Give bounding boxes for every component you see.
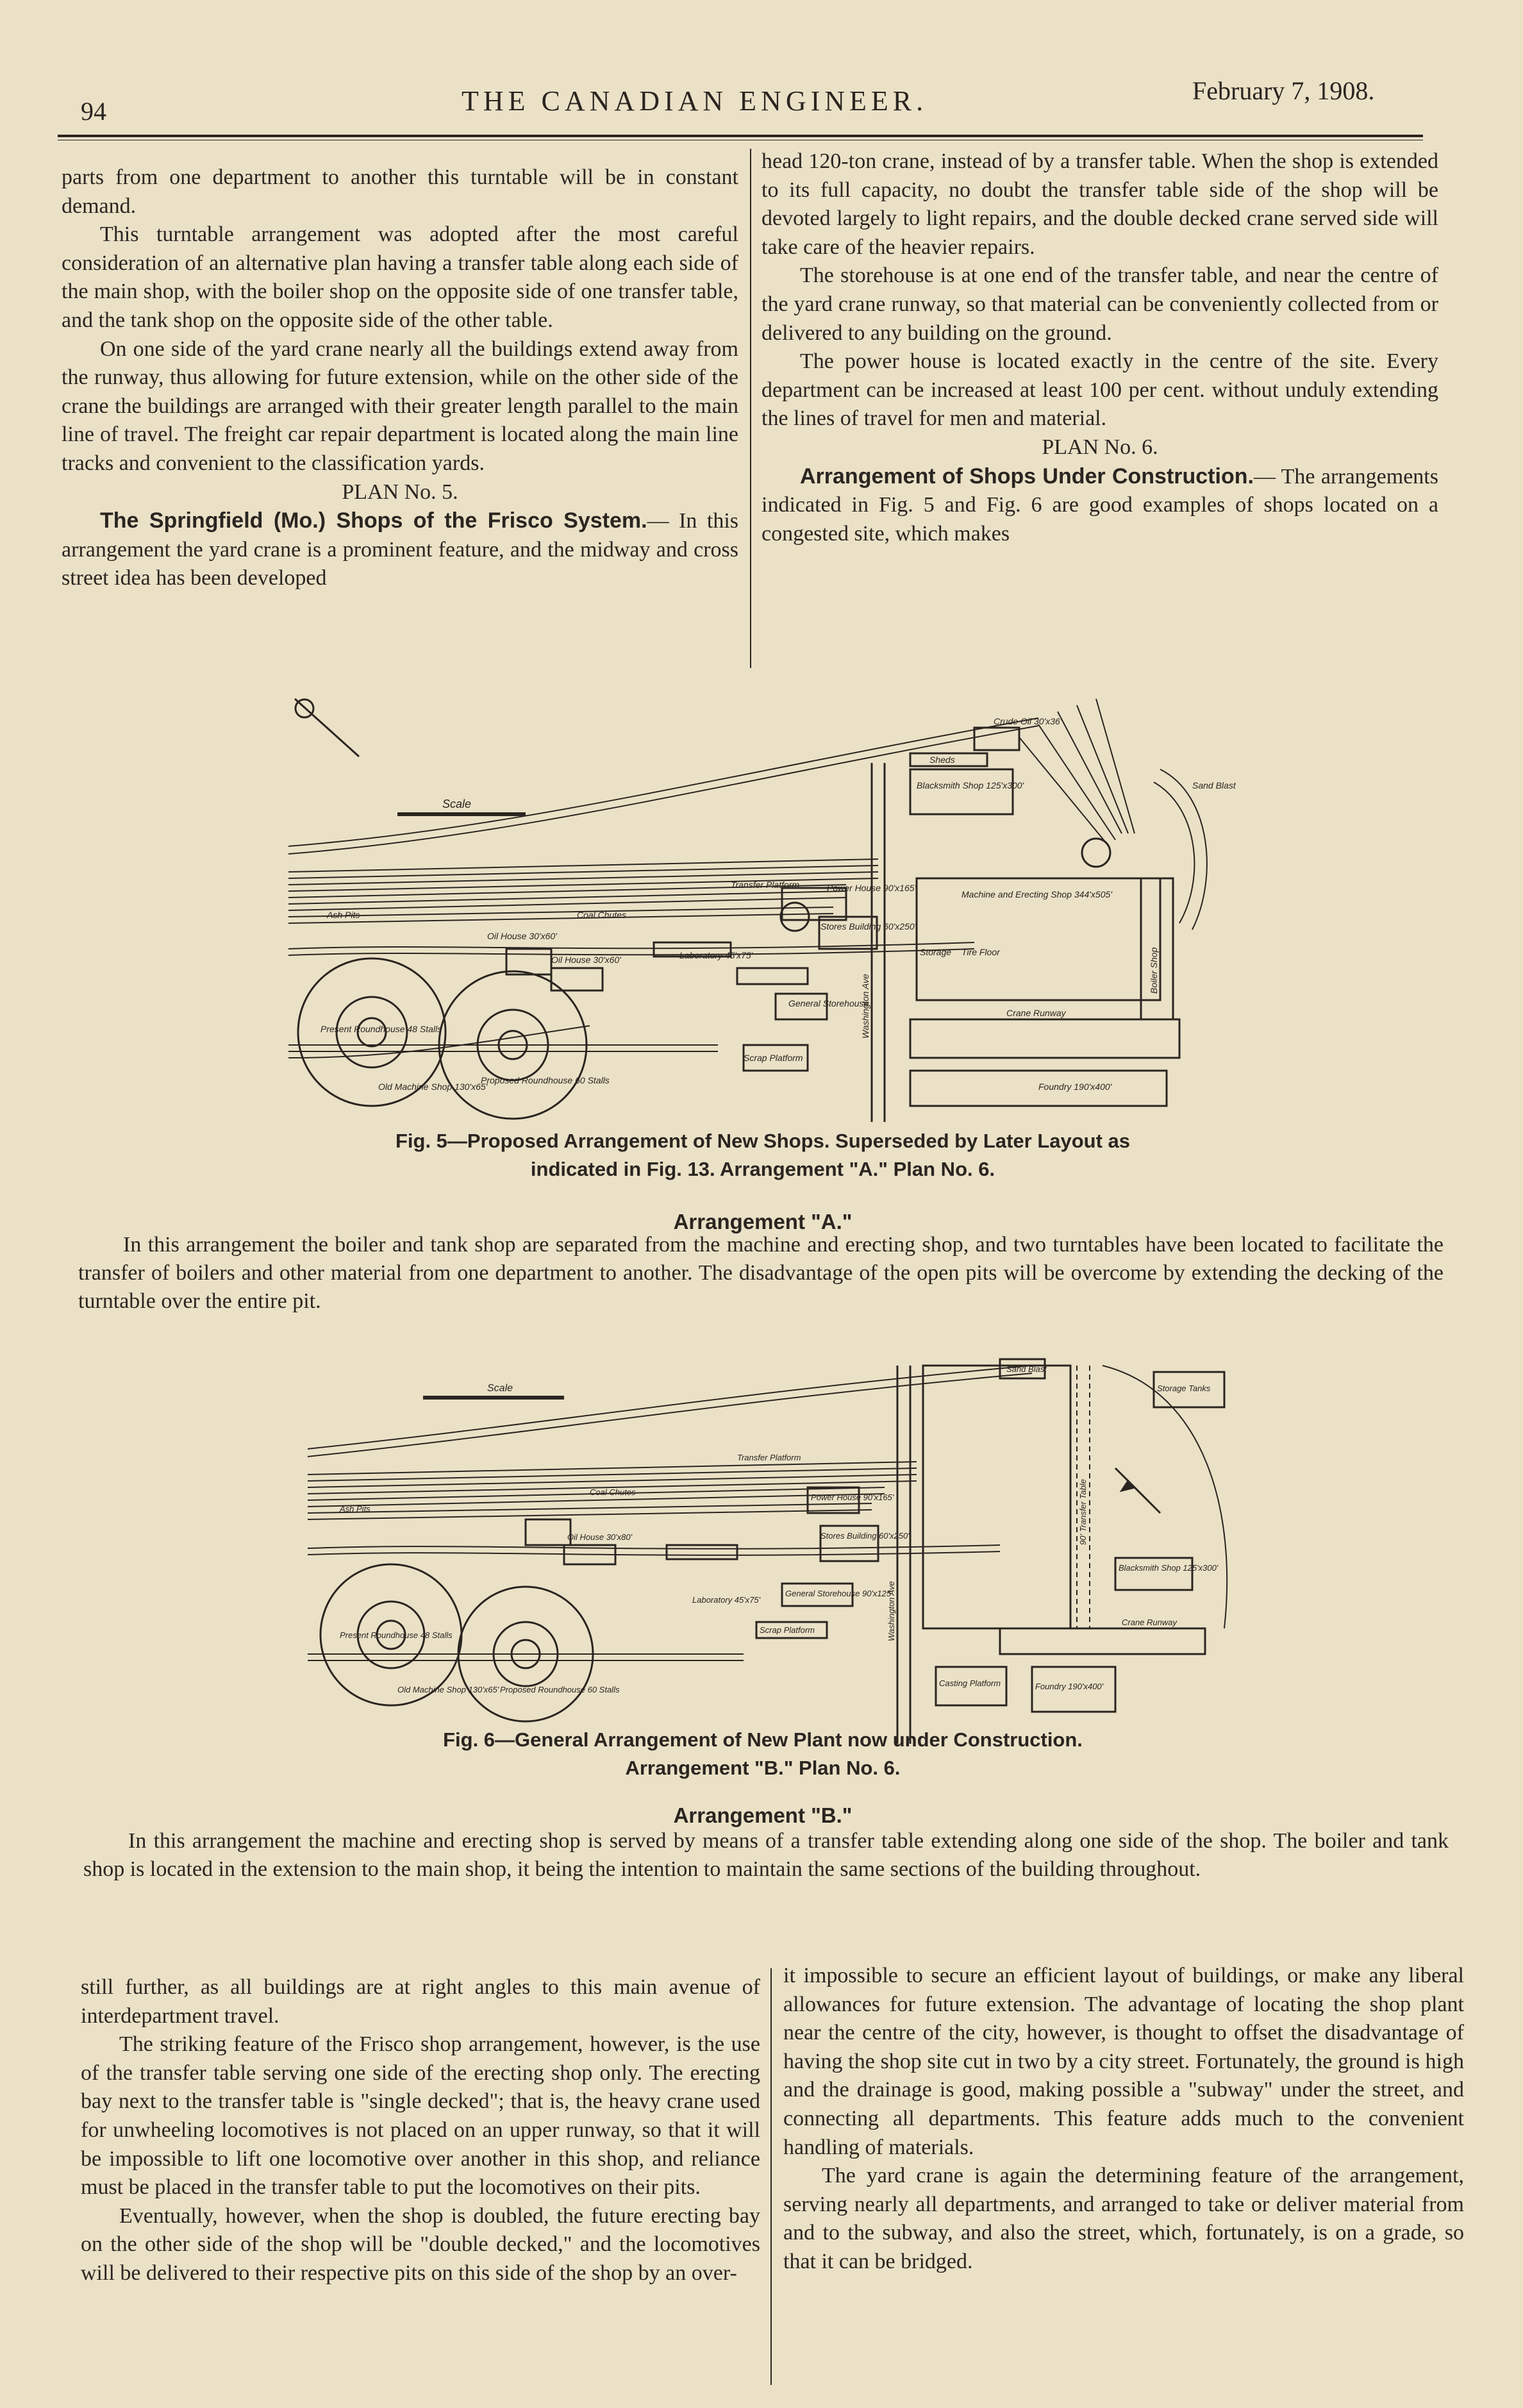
fig5-label-laboratory: Laboratory 45'x75' <box>679 950 753 960</box>
fig5-label-boiler-shop: Boiler Shop <box>1149 947 1159 994</box>
fig6-label-crane-runway: Crane Runway <box>1122 1618 1177 1627</box>
roundhouses <box>320 1564 593 1721</box>
fig6-caption-line1: Fig. 6—General Arrangement of New Plant now under Construction. <box>443 1728 1083 1751</box>
fig5-label-transfer-platform: Transfer Platform <box>731 880 800 890</box>
paragraph: The power house is located exactly in the centre of the site. Every department can be increased at least 100 per cent. without unduly extending the lines of travel for men and material. <box>762 349 1438 431</box>
fig6-label-laboratory: Laboratory 45'x75' <box>692 1595 761 1605</box>
top-left-column <box>62 163 738 593</box>
fig6-description <box>83 1827 1449 1884</box>
fig5-labels <box>320 716 1236 1092</box>
fig6-label-stores-building: Stores Building 60'x250' <box>820 1531 910 1541</box>
fig6-labels <box>339 1364 1219 1694</box>
fig5-label-washington-ave: Washington Ave <box>860 974 870 1039</box>
fig6-label-present-roundhouse: Present Roundhouse 48 Stalls <box>340 1630 453 1640</box>
fig5-label-foundry: Foundry 190'x400' <box>1038 1082 1112 1092</box>
fig5-scale-label: Scale <box>442 798 472 810</box>
fig6-label-scrap-platform: Scrap Platform <box>760 1625 815 1635</box>
paragraph: The yard crane is again the determining feature of the arrangement, serving nearly all departments, and arranged to take or deliver material from and to the subway, and also the street, which, fortunately, is on a grade, so that it can be bridged. <box>783 2164 1464 2273</box>
fig6-label-sand-blast: Sand Blast <box>1006 1364 1047 1374</box>
fig5-label-proposed-roundhouse: Proposed Roundhouse 60 Stalls <box>481 1075 610 1085</box>
fig6-caption <box>192 1726 1333 1782</box>
bottom-left-column <box>81 1973 760 2288</box>
fig5-label-machine-shop: Machine and Erecting Shop 344'x505' <box>961 889 1112 899</box>
roundhouses <box>298 839 1110 1119</box>
scale-bar <box>423 1383 564 1398</box>
fig6-label-old-machine-shop: Old Machine Shop 130'x65' <box>397 1685 499 1694</box>
fig5-label-storage: Storage <box>920 947 952 957</box>
fig6-description-text: In this arrangement the machine and erecting shop is served by means of a transfer table extending along one side of the shop. The boiler and tank shop is located in the extension to the main shop, it being the intention to maintain the same sections of the building throughout. <box>83 1829 1449 1881</box>
fig5-label-oil-house: Oil House 30'x60' <box>551 955 621 965</box>
fig5-caption <box>192 1127 1333 1183</box>
paragraph: parts from one department to another this turntable will be in constant demand. <box>62 165 738 218</box>
fig5-label-scrap-platform: Scrap Platform <box>744 1053 803 1063</box>
fig5-caption-line2: indicated in Fig. 13. Arrangement "A." Plan No. 6. <box>530 1158 995 1180</box>
column-divider-bottom <box>770 1968 772 2385</box>
paragraph: The storehouse is at one end of the transfer table, and near the centre of the yard crane runway, so that material can be conveniently collected from or delivered to any building on the ground. <box>762 263 1438 345</box>
fig6-scale-label: Scale <box>487 1383 513 1394</box>
fig6-label-oil-house: Oil House 30'x80' <box>567 1532 633 1542</box>
fig5-label-sheds: Sheds <box>929 755 955 765</box>
section-paragraph <box>62 506 738 593</box>
fig5-description-text: In this arrangement the boiler and tank shop are separated from the machine and erecting shop, and two turntables have been located to facilitate the transfer of boilers and other material from one department to another. The disadvantage of the open pits will be overcome by extending the decking of the turntable over the entire pit. <box>78 1233 1444 1313</box>
fig6-label-power-house: Power House 90'x165' <box>811 1492 894 1502</box>
fig5-description <box>78 1231 1444 1316</box>
journal-title: THE CANADIAN ENGINEER. <box>462 85 928 117</box>
scale-bar <box>397 798 526 814</box>
fig5-label-ash-pits: Ash Pits <box>327 910 360 920</box>
fig5-label-coal-chutes: Coal Chutes <box>577 910 627 920</box>
plan-heading: PLAN No. 5. <box>342 480 458 504</box>
section-text: — The arrangements indicated in Fig. 5 and Fig. 6 are good examples of shops located on a congested site, which makes <box>762 464 1438 546</box>
fig6-label-washington-ave: Washington Ave <box>886 1581 896 1641</box>
fig5-label-crude-oil: Crude Oil 30'x36' <box>994 716 1062 726</box>
fig5-label-power-house: Power House 90'x165' <box>827 883 917 893</box>
fig5-label-general-storehouse: General Storehouse <box>788 998 869 1008</box>
fig6-arrangement-heading: Arrangement "B." <box>673 1803 853 1827</box>
section-text: — In this arrangement the yard crane is a prominent feature, and the midway and cross street idea has been developed <box>62 509 738 590</box>
paragraph: head 120-ton crane, instead of by a transfer table. When the shop is extended to its full capacity, no doubt the transfer table side of the shop will be devoted largely to light repairs, and the double decked crane served side will take care of the heavier repairs. <box>762 149 1438 259</box>
issue-date: February 7, 1908. <box>1192 76 1375 105</box>
fig5-label-stores-building: Stores Building 60'x250' <box>820 921 917 932</box>
fig5-plan-diagram <box>269 686 1244 1135</box>
fig5-label-old-machine-shop: Old Machine Shop 130'x65' <box>378 1082 488 1092</box>
fig5-label-crane-runway: Crane Runway <box>1006 1008 1066 1018</box>
page-number: 94 <box>81 97 106 126</box>
fig5-label-sand-blast: Sand Blast <box>1192 780 1236 790</box>
fig5-label-present-roundhouse: Present Roundhouse 48 Stalls <box>320 1024 442 1034</box>
north-arrow-icon <box>295 699 359 757</box>
fig6-caption-line2: Arrangement "B." Plan No. 6. <box>625 1757 901 1779</box>
buildings <box>526 1359 1224 1744</box>
fig5-label-tire-floor: Tire Floor <box>961 947 1000 957</box>
fig5-label-oil-house-2: Oil House 30'x60' <box>487 931 557 941</box>
paragraph: still further, as all buildings are at right angles to this main avenue of interdepartment travel. <box>81 1975 760 2028</box>
fig6-label-storage-tanks: Storage Tanks <box>1157 1384 1211 1393</box>
section-paragraph <box>762 462 1438 549</box>
fig6-label-transfer-table: 90' Transfer Table <box>1078 1479 1088 1545</box>
fig5-label-blacksmith-shop: Blacksmith Shop 125'x300' <box>917 780 1024 790</box>
column-divider-top <box>750 149 751 668</box>
fig6-label-ash-pits: Ash Pits <box>340 1504 370 1514</box>
top-right-column <box>762 147 1438 548</box>
fig6-label-casting: Casting Platform <box>939 1678 1001 1688</box>
paragraph: On one side of the yard crane nearly all the buildings extend away from the runway, thus allowing for future extension, while on the other side of the crane the buildings are arranged with their greater length parallel to the main line of travel. The freight car repair department is located along the main line tracks and convenient to the classification yards. <box>62 337 738 475</box>
fig6-label-transfer-platform: Transfer Platform <box>737 1453 801 1462</box>
paragraph: it impossible to secure an efficient layout of buildings, or make any liberal allowances for future extension. The advantage of locating the shop plant near the centre of the city, however, is thought to offset the disadvantage of having the shop site cut in two by a city street. Fortunately, the ground is high and the drainage is good, making possible a "subway" under the street, and connecting all departments. This feature adds much to the convenient handling of materials. <box>783 1964 1464 2159</box>
paragraph: Eventually, however, when the shop is doubled, the future erecting bay on the other side of the shop will be "double decked," and the locomotives will be delivered to their respective pits on this side of the shop by an over- <box>81 2203 760 2285</box>
north-arrow-icon <box>1115 1468 1160 1513</box>
fig6-label-coal-chutes: Coal Chutes <box>590 1487 636 1497</box>
fig6-label-foundry: Foundry 190'x400' <box>1035 1682 1104 1691</box>
fig6-plan-diagram <box>295 1353 1256 1750</box>
header-rule <box>58 135 1423 137</box>
paragraph: The striking feature of the Frisco shop arrangement, however, is the use of the transfer table serving one side of the erecting shop only. The erecting bay next to the transfer table is "single decked"; that is, the heavy crane used for unwheeling locomotives is not placed on an upper runway, so that it will be impossible to lift one locomotive over another in this shop, and reliance must be placed in the transfer table to put the locomotives on their pits. <box>81 2032 760 2200</box>
fig6-label-proposed-roundhouse: Proposed Roundhouse 60 Stalls <box>500 1685 620 1694</box>
paragraph: This turntable arrangement was adopted after the most careful consideration of an alternative plan having a transfer table along each side of the main shop, with the boiler shop on the opposite side of one transfer table, and the tank shop on the opposite side of the other table. <box>62 222 738 332</box>
fig5-caption-line1: Fig. 5—Proposed Arrangement of New Shops. Superseded by Later Layout as <box>395 1130 1131 1152</box>
bottom-right-column <box>783 1962 1464 2277</box>
fig6-label-general-storehouse: General Storehouse 90'x125' <box>785 1589 893 1598</box>
fig5-arrangement-heading: Arrangement "A." <box>673 1210 853 1233</box>
section-title: The Springfield (Mo.) Shops of the Frisco System. <box>100 508 647 533</box>
plan-heading: PLAN No. 6. <box>1042 435 1158 459</box>
section-title: Arrangement of Shops Under Construction. <box>800 464 1254 489</box>
fig6-label-blacksmith-shop: Blacksmith Shop 125'x300' <box>1119 1563 1219 1573</box>
